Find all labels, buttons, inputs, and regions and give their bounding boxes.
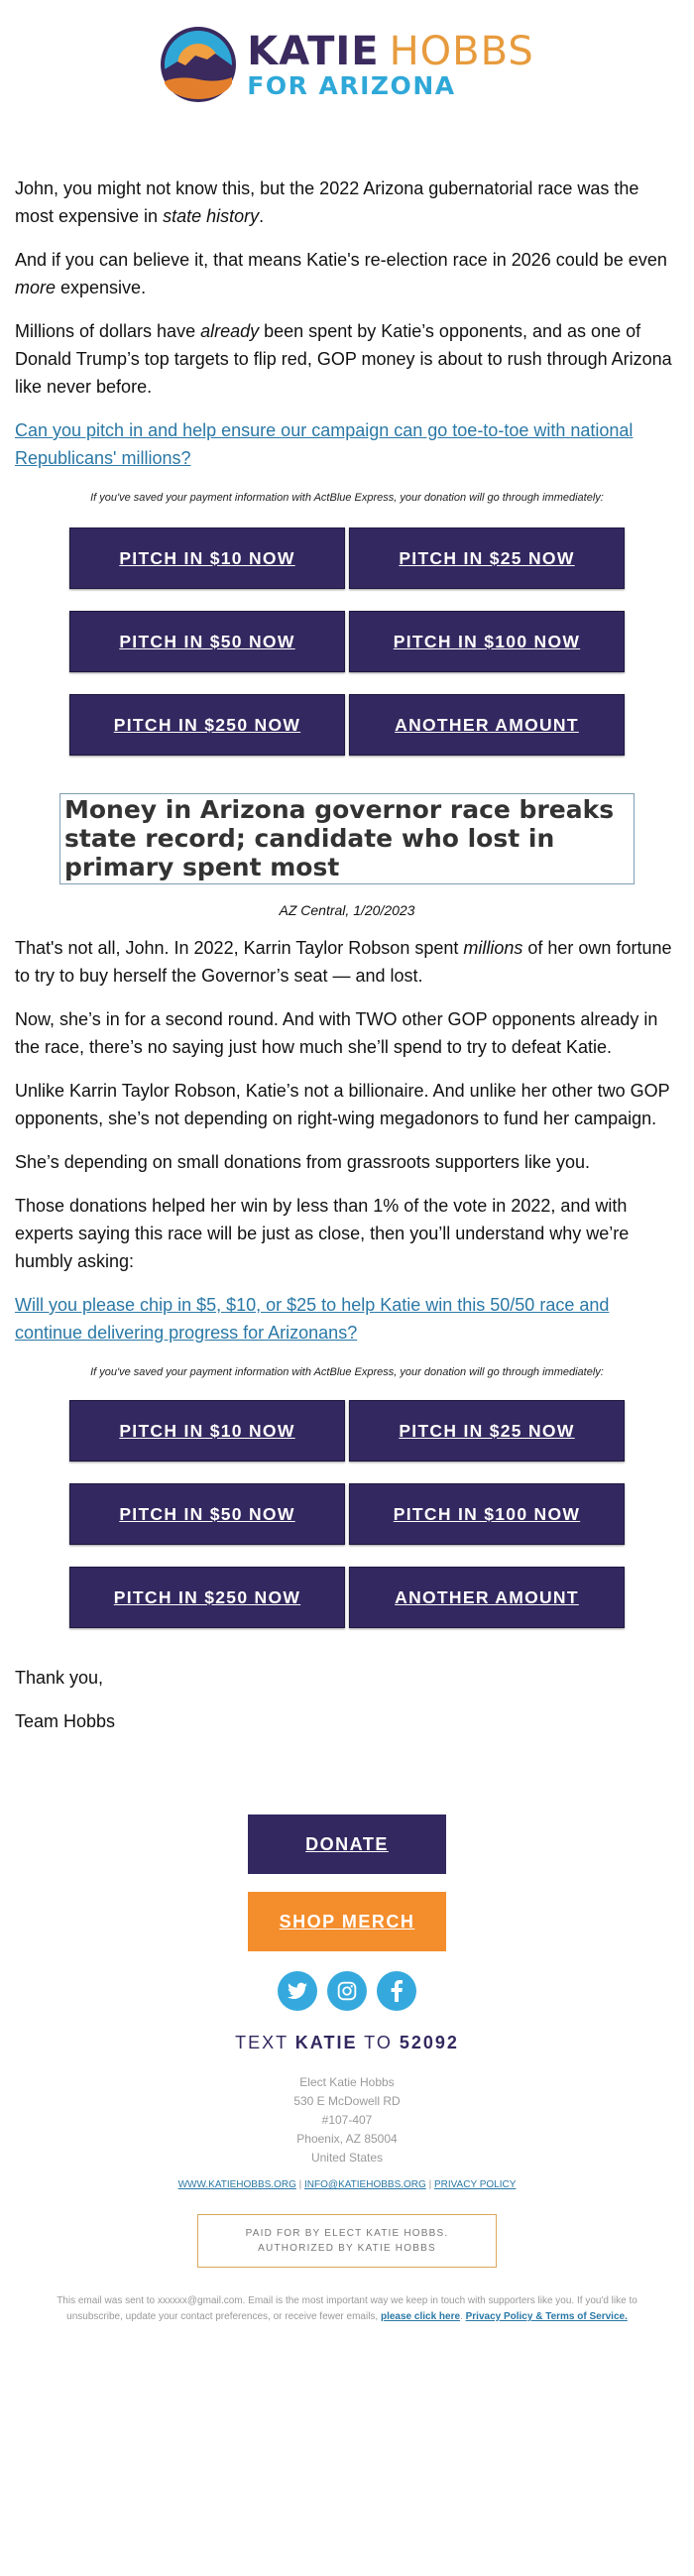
logo-emblem-icon [160,26,237,103]
actblue-note: If you've saved your payment information with ActBlue Express, your donation will go through immediately: [90,492,604,504]
privacy-policy-link[interactable]: PRIVACY POLICY [433,2179,517,2190]
pitch-in-250-button[interactable]: PITCH IN $250 NOW [69,694,345,756]
pitch-in-50-button[interactable]: PITCH IN $50 NOW [69,611,345,672]
donate-link-1[interactable]: Can you pitch in and help ensure our campaign can go toe-to-toe with national Republicans' millions? [15,420,634,468]
pitch-in-50-button[interactable]: PITCH IN $50 NOW [69,1483,345,1545]
text-to-join-cta: TEXT KATIE TO 52092 [235,2033,459,2052]
campaign-logo [15,0,679,125]
pitch-in-25-button[interactable]: PITCH IN $25 NOW [349,527,625,589]
article-headline-image[interactable] [59,793,635,884]
social-links [15,1971,679,2011]
twitter-icon[interactable] [278,1971,317,2011]
donate-link-2[interactable]: Will you please chip in $5, $10, or $25 to help Katie win this 50/50 race and continue delivering progress for Arizonans? [15,1295,610,1343]
pitch-in-100-button[interactable]: PITCH IN $100 NOW [349,1483,625,1545]
pitch-in-10-button[interactable]: PITCH IN $10 NOW [69,527,345,589]
pitch-in-25-button[interactable]: PITCH IN $25 NOW [349,1400,625,1462]
pitch-in-10-button[interactable]: PITCH IN $10 NOW [69,1400,345,1462]
signoff-thanks: Thank you, [15,1668,104,1688]
terms-link[interactable]: Privacy Policy & Terms of Service. [465,2311,628,2322]
article-caption: AZ Central, 1/20/2023 [279,902,415,918]
body-paragraph-3: Unlike Karrin Taylor Robson, Katie’s not a billionaire. And unlike her other two GOP opponents, she’s not depending on right-wing megadonors to fund her campaign. [15,1081,670,1128]
logo-subtitle: FOR ARIZONA [247,70,456,100]
paid-for-disclaimer: PAID FOR BY ELECT KATIE HOBBS. AUTHORIZED BY KATIE HOBBS [197,2214,497,2268]
unsubscribe-notice: This email was sent to xxxxxx@gmail.com. Email is the most important way we keep in touch with supporters like you. If you'd like to unsubscribe, update your contact preferences, or receive fewer emails, please click here. Privacy Policy & Terms of Service. [57,2295,637,2322]
signoff-team: Team Hobbs [15,1711,116,1731]
mailing-address: Elect Katie Hobbs 530 E McDowell RD #107-407 Phoenix, AZ 85004 United States [293,2075,401,2165]
intro-paragraph-3: Millions of dollars have already been spent by Katie’s opponents, and as one of Donald Trump’s top targets to flip red, GOP money is about to rush through Arizona like never before. [15,321,672,397]
donation-button-grid-1 [69,527,625,756]
another-amount-button[interactable]: ANOTHER AMOUNT [349,1567,625,1628]
donation-button-grid-2 [69,1400,625,1628]
website-link[interactable]: WWW.KATIEHOBBS.ORG [177,2179,296,2190]
logo-katie-text: KATIE [247,28,380,74]
unsubscribe-link[interactable]: please click here [380,2311,461,2322]
body-paragraph-2: Now, she’s in for a second round. And with TWO other GOP opponents already in the race, there’s no saying just how much she’ll spend to try to defeat Katie. [15,1009,658,1057]
intro-paragraph-2: And if you can believe it, that means Katie's re-election race in 2026 could be even more expensive. [15,250,667,297]
article-headline: Money in Arizona governor race breaks state record; candidate who lost in primary spent most [64,795,615,881]
body-paragraph-1: That's not all, John. In 2022, Karrin Taylor Robson spent millions of her own fortune to try to buy herself the Governor’s seat — and lost. [15,938,672,986]
facebook-icon[interactable] [377,1971,416,2011]
donate-button[interactable]: DONATE [248,1815,446,1874]
shop-merch-button[interactable]: SHOP MERCH [248,1892,446,1951]
email-link[interactable]: INFO@KATIEHOBBS.ORG [304,2179,426,2190]
another-amount-button[interactable]: ANOTHER AMOUNT [349,694,625,756]
instagram-icon[interactable] [327,1971,367,2011]
body-paragraph-4: She’s depending on small donations from grassroots supporters like you. [15,1152,590,1172]
footer-links: WWW.KATIEHOBBS.ORG | INFO@KATIEHOBBS.ORG | PRIVACY POLICY [177,2179,517,2190]
pitch-in-250-button[interactable]: PITCH IN $250 NOW [69,1567,345,1628]
pitch-in-100-button[interactable]: PITCH IN $100 NOW [349,611,625,672]
actblue-note-2: If you've saved your payment information with ActBlue Express, your donation will go through immediately: [90,1366,604,1378]
body-paragraph-5: Those donations helped her win by less than 1% of the vote in 2022, and with experts saying this race will be just as close, then you’ll understand why we’re humbly asking: [15,1196,630,1271]
logo-hobbs-text: HOBBS [389,28,534,74]
intro-paragraph-1: John, you might not know this, but the 2022 Arizona gubernatorial race was the most expensive in state history. [15,178,639,226]
